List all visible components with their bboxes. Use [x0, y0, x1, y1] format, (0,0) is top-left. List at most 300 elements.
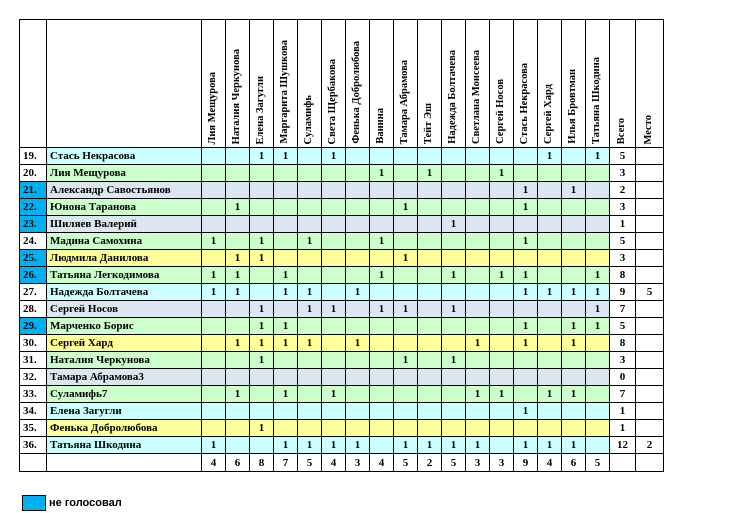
row-number: 20. — [20, 165, 47, 182]
column-header-label: Лия Мещурова — [207, 71, 219, 144]
voter-name: Людмила Данилова — [47, 250, 202, 267]
vote-cell — [418, 318, 442, 335]
vote-cell — [490, 437, 514, 454]
vote-cell — [346, 386, 370, 403]
vote-cell — [442, 148, 466, 165]
vote-cell — [298, 420, 322, 437]
column-header-label: Суламифь — [303, 94, 315, 144]
column-header-label: Фенька Добролюбова — [351, 41, 363, 144]
table-row — [20, 250, 664, 267]
column-header — [250, 20, 274, 148]
vote-cell — [514, 301, 538, 318]
vote-cell — [490, 199, 514, 216]
vote-cell — [466, 216, 490, 233]
column-header-label: Илья Бровтман — [567, 69, 579, 144]
vote-cell — [274, 369, 298, 386]
vote-cell — [490, 318, 514, 335]
vote-cell: 1 — [202, 267, 226, 284]
column-totals-row — [20, 454, 664, 472]
vote-cell — [466, 301, 490, 318]
vote-cell: 1 — [514, 318, 538, 335]
row-number: 31. — [20, 352, 47, 369]
vote-cell — [514, 386, 538, 403]
header-name-cell — [47, 20, 202, 148]
vote-cell — [418, 369, 442, 386]
vote-cell — [538, 233, 562, 250]
vote-cell — [370, 437, 394, 454]
vote-cell: 1 — [274, 148, 298, 165]
vote-cell — [346, 233, 370, 250]
vote-cell — [298, 148, 322, 165]
vote-cell — [466, 250, 490, 267]
vote-cell: 1 — [250, 335, 274, 352]
vote-cell: 1 — [562, 335, 586, 352]
vote-cell — [298, 267, 322, 284]
table-row — [20, 267, 664, 284]
voter-name: Татьяна Шкодина — [47, 437, 202, 454]
header-num-cell — [20, 20, 47, 148]
vote-cell — [202, 318, 226, 335]
table-row — [20, 437, 664, 454]
vote-cell — [346, 165, 370, 182]
row-number: 23. — [20, 216, 47, 233]
vote-cell — [418, 403, 442, 420]
vote-cell — [298, 216, 322, 233]
column-total: 6 — [562, 454, 586, 472]
vote-cell — [490, 250, 514, 267]
vote-cell — [538, 335, 562, 352]
vote-cell — [514, 420, 538, 437]
total-cell: 7 — [610, 386, 636, 403]
vote-cell — [394, 420, 418, 437]
vote-cell — [538, 403, 562, 420]
table-row — [20, 301, 664, 318]
total-cell: 1 — [610, 403, 636, 420]
vote-cell: 1 — [250, 420, 274, 437]
vote-cell — [442, 420, 466, 437]
vote-cell — [322, 250, 346, 267]
vote-cell: 1 — [274, 386, 298, 403]
vote-cell — [370, 335, 394, 352]
vote-cell — [586, 386, 610, 403]
vote-cell — [586, 199, 610, 216]
vote-cell: 1 — [226, 250, 250, 267]
vote-cell: 1 — [514, 403, 538, 420]
column-total: 3 — [490, 454, 514, 472]
vote-cell: 1 — [226, 335, 250, 352]
vote-cell — [442, 369, 466, 386]
vote-cell — [322, 182, 346, 199]
vote-cell — [250, 199, 274, 216]
vote-cell: 1 — [346, 437, 370, 454]
vote-cell — [346, 148, 370, 165]
total-cell: 0 — [610, 369, 636, 386]
vote-cell — [274, 182, 298, 199]
place-cell — [636, 165, 664, 182]
vote-cell: 1 — [298, 437, 322, 454]
place-cell — [636, 420, 664, 437]
place-cell — [636, 233, 664, 250]
vote-cell: 1 — [442, 216, 466, 233]
place-cell — [636, 216, 664, 233]
voter-name: Юнона Таранова — [47, 199, 202, 216]
vote-cell — [490, 369, 514, 386]
vote-cell — [514, 250, 538, 267]
vote-cell — [490, 148, 514, 165]
table-row — [20, 369, 664, 386]
column-header — [322, 20, 346, 148]
vote-cell — [274, 165, 298, 182]
total-cell: 8 — [610, 267, 636, 284]
vote-cell: 1 — [538, 437, 562, 454]
vote-cell: 1 — [538, 386, 562, 403]
place-cell — [636, 267, 664, 284]
vote-cell — [466, 182, 490, 199]
vote-cell: 1 — [394, 199, 418, 216]
voter-name: Суламифь7 — [47, 386, 202, 403]
column-header — [514, 20, 538, 148]
vote-cell — [346, 216, 370, 233]
vote-cell — [466, 199, 490, 216]
place-cell — [636, 386, 664, 403]
vote-cell: 1 — [586, 267, 610, 284]
vote-cell — [370, 216, 394, 233]
vote-cell — [442, 182, 466, 199]
column-header-label: Стась Некрасова — [519, 62, 531, 144]
total-cell: 5 — [610, 233, 636, 250]
vote-cell — [346, 369, 370, 386]
vote-cell — [346, 352, 370, 369]
vote-cell — [490, 420, 514, 437]
vote-cell: 1 — [202, 284, 226, 301]
vote-cell — [226, 148, 250, 165]
column-total: 3 — [346, 454, 370, 472]
vote-cell — [274, 250, 298, 267]
column-total: 4 — [370, 454, 394, 472]
vote-cell — [442, 284, 466, 301]
vote-cell — [250, 369, 274, 386]
vote-cell — [466, 403, 490, 420]
column-header-label: Светлана Моисеева — [471, 50, 483, 144]
place-header — [636, 20, 664, 148]
vote-cell: 1 — [298, 233, 322, 250]
vote-cell: 1 — [226, 267, 250, 284]
column-header — [226, 20, 250, 148]
vote-cell — [250, 165, 274, 182]
row-number: 28. — [20, 301, 47, 318]
vote-cell — [226, 182, 250, 199]
vote-cell — [442, 233, 466, 250]
vote-cell — [514, 216, 538, 233]
vote-cell — [370, 148, 394, 165]
vote-cell — [586, 403, 610, 420]
voter-name: Елена Загугли — [47, 403, 202, 420]
column-header — [442, 20, 466, 148]
vote-cell — [202, 301, 226, 318]
vote-cell — [346, 301, 370, 318]
column-total: 9 — [514, 454, 538, 472]
total-cell: 5 — [610, 148, 636, 165]
vote-cell — [322, 216, 346, 233]
row-number: 34. — [20, 403, 47, 420]
vote-cell — [538, 250, 562, 267]
vote-cell: 1 — [250, 250, 274, 267]
vote-cell — [586, 335, 610, 352]
vote-cell — [298, 403, 322, 420]
vote-cell — [394, 335, 418, 352]
column-header-label: Тамара Абрамова — [399, 59, 411, 144]
vote-cell — [466, 352, 490, 369]
vote-cell — [562, 165, 586, 182]
column-header-label: Тейт Эш — [423, 102, 435, 144]
row-number: 35. — [20, 420, 47, 437]
total-cell: 8 — [610, 335, 636, 352]
vote-cell — [202, 250, 226, 267]
vote-cell — [586, 216, 610, 233]
vote-cell — [514, 352, 538, 369]
vote-cell — [298, 386, 322, 403]
vote-cell — [418, 386, 442, 403]
vote-cell: 1 — [514, 284, 538, 301]
column-total: 4 — [202, 454, 226, 472]
vote-cell: 1 — [274, 437, 298, 454]
vote-cell — [202, 335, 226, 352]
vote-cell — [322, 369, 346, 386]
vote-cell — [250, 386, 274, 403]
column-total: 5 — [394, 454, 418, 472]
vote-cell — [538, 216, 562, 233]
vote-cell — [322, 267, 346, 284]
footer-total-cell — [610, 454, 636, 472]
place-cell — [636, 301, 664, 318]
vote-cell — [418, 148, 442, 165]
vote-cell — [442, 250, 466, 267]
column-total: 2 — [418, 454, 442, 472]
voter-name: Наталия Черкунова — [47, 352, 202, 369]
vote-cell — [226, 352, 250, 369]
vote-cell — [226, 369, 250, 386]
vote-cell: 1 — [514, 335, 538, 352]
table-row — [20, 352, 664, 369]
vote-cell — [202, 182, 226, 199]
column-total: 4 — [538, 454, 562, 472]
vote-cell: 1 — [586, 301, 610, 318]
legend-label: не голосовал — [49, 496, 122, 509]
vote-cell: 1 — [370, 267, 394, 284]
voter-name: Фенька Добролюбова — [47, 420, 202, 437]
column-total: 8 — [250, 454, 274, 472]
vote-cell — [586, 420, 610, 437]
vote-cell — [394, 165, 418, 182]
place-cell — [636, 182, 664, 199]
vote-cell: 1 — [202, 233, 226, 250]
footer-place-cell — [636, 454, 664, 472]
row-number: 32. — [20, 369, 47, 386]
vote-cell — [466, 420, 490, 437]
vote-cell — [514, 369, 538, 386]
vote-cell — [490, 182, 514, 199]
vote-cell — [370, 420, 394, 437]
vote-cell — [418, 199, 442, 216]
column-header-label: Маргарита Шушкова — [279, 40, 291, 144]
column-header — [490, 20, 514, 148]
header-row — [20, 20, 664, 148]
vote-cell — [538, 165, 562, 182]
total-cell: 5 — [610, 318, 636, 335]
vote-cell: 1 — [586, 284, 610, 301]
vote-cell — [466, 369, 490, 386]
column-header — [370, 20, 394, 148]
row-number: 21. — [20, 182, 47, 199]
vote-cell — [490, 216, 514, 233]
vote-cell — [562, 233, 586, 250]
place-cell — [636, 148, 664, 165]
vote-cell — [442, 403, 466, 420]
vote-cell — [370, 369, 394, 386]
vote-cell — [490, 284, 514, 301]
total-cell: 2 — [610, 182, 636, 199]
vote-cell: 1 — [226, 386, 250, 403]
vote-cell: 1 — [562, 386, 586, 403]
vote-cell — [562, 267, 586, 284]
vote-cell — [562, 420, 586, 437]
vote-cell — [202, 148, 226, 165]
vote-cell — [298, 250, 322, 267]
vote-cell — [466, 165, 490, 182]
column-total: 6 — [226, 454, 250, 472]
voter-name: Марченко Борис — [47, 318, 202, 335]
vote-cell — [394, 284, 418, 301]
vote-cell: 1 — [226, 199, 250, 216]
vote-cell — [562, 369, 586, 386]
vote-cell — [322, 284, 346, 301]
vote-cell — [250, 403, 274, 420]
vote-cell: 1 — [322, 301, 346, 318]
place-cell — [636, 335, 664, 352]
vote-cell — [322, 165, 346, 182]
vote-cell — [586, 165, 610, 182]
vote-cell — [322, 352, 346, 369]
voter-name: Стась Некрасова — [47, 148, 202, 165]
vote-cell — [418, 216, 442, 233]
table-row — [20, 318, 664, 335]
table-row — [20, 148, 664, 165]
vote-cell: 1 — [586, 318, 610, 335]
vote-cell — [226, 403, 250, 420]
vote-cell: 1 — [250, 318, 274, 335]
vote-cell — [490, 335, 514, 352]
vote-cell — [322, 335, 346, 352]
vote-cell — [538, 267, 562, 284]
row-number: 22. — [20, 199, 47, 216]
table-row — [20, 386, 664, 403]
place-cell — [636, 250, 664, 267]
vote-cell: 1 — [250, 301, 274, 318]
voter-name: Тамара Абрамова3 — [47, 369, 202, 386]
vote-cell: 1 — [538, 284, 562, 301]
vote-cell — [442, 199, 466, 216]
vote-cell — [490, 233, 514, 250]
vote-cell: 1 — [394, 352, 418, 369]
table-row — [20, 199, 664, 216]
voter-name: Шиляев Валерий — [47, 216, 202, 233]
vote-cell: 1 — [514, 437, 538, 454]
table-row — [20, 216, 664, 233]
vote-cell — [514, 165, 538, 182]
vote-cell — [394, 267, 418, 284]
vote-cell — [562, 250, 586, 267]
vote-cell: 1 — [250, 352, 274, 369]
vote-cell — [538, 420, 562, 437]
total-cell: 1 — [610, 216, 636, 233]
vote-cell: 1 — [250, 233, 274, 250]
vote-cell — [538, 301, 562, 318]
column-header — [394, 20, 418, 148]
vote-cell — [370, 403, 394, 420]
row-number: 30. — [20, 335, 47, 352]
vote-cell: 1 — [274, 267, 298, 284]
vote-cell — [538, 199, 562, 216]
table-row — [20, 182, 664, 199]
vote-cell — [202, 199, 226, 216]
vote-cell: 1 — [346, 284, 370, 301]
vote-cell — [466, 148, 490, 165]
total-cell: 3 — [610, 352, 636, 369]
row-number: 24. — [20, 233, 47, 250]
vote-cell — [538, 318, 562, 335]
vote-cell — [274, 301, 298, 318]
vote-cell: 1 — [370, 301, 394, 318]
total-header-label: Всего — [616, 117, 628, 144]
vote-cell — [466, 284, 490, 301]
vote-cell — [274, 233, 298, 250]
vote-cell — [274, 403, 298, 420]
vote-cell: 1 — [418, 437, 442, 454]
vote-cell — [418, 267, 442, 284]
voter-name: Мадина Самохина — [47, 233, 202, 250]
vote-cell — [586, 352, 610, 369]
column-header — [298, 20, 322, 148]
vote-cell — [250, 216, 274, 233]
voter-name: Сергей Носов — [47, 301, 202, 318]
vote-cell — [394, 369, 418, 386]
vote-cell — [298, 318, 322, 335]
vote-cell — [322, 403, 346, 420]
vote-cell: 1 — [442, 267, 466, 284]
vote-cell — [322, 199, 346, 216]
place-header-label: Место — [643, 114, 655, 144]
vote-cell — [370, 182, 394, 199]
vote-cell: 1 — [394, 250, 418, 267]
total-cell: 3 — [610, 199, 636, 216]
column-total: 5 — [586, 454, 610, 472]
vote-cell — [538, 182, 562, 199]
vote-cell — [346, 267, 370, 284]
vote-cell: 1 — [514, 182, 538, 199]
column-header — [538, 20, 562, 148]
vote-cell — [226, 165, 250, 182]
row-number: 27. — [20, 284, 47, 301]
vote-cell — [202, 352, 226, 369]
column-total: 5 — [442, 454, 466, 472]
place-cell: 5 — [636, 284, 664, 301]
vote-cell — [226, 216, 250, 233]
column-header — [202, 20, 226, 148]
vote-cell: 1 — [274, 284, 298, 301]
voter-name: Сергей Хард — [47, 335, 202, 352]
vote-cell — [586, 437, 610, 454]
total-cell: 1 — [610, 420, 636, 437]
